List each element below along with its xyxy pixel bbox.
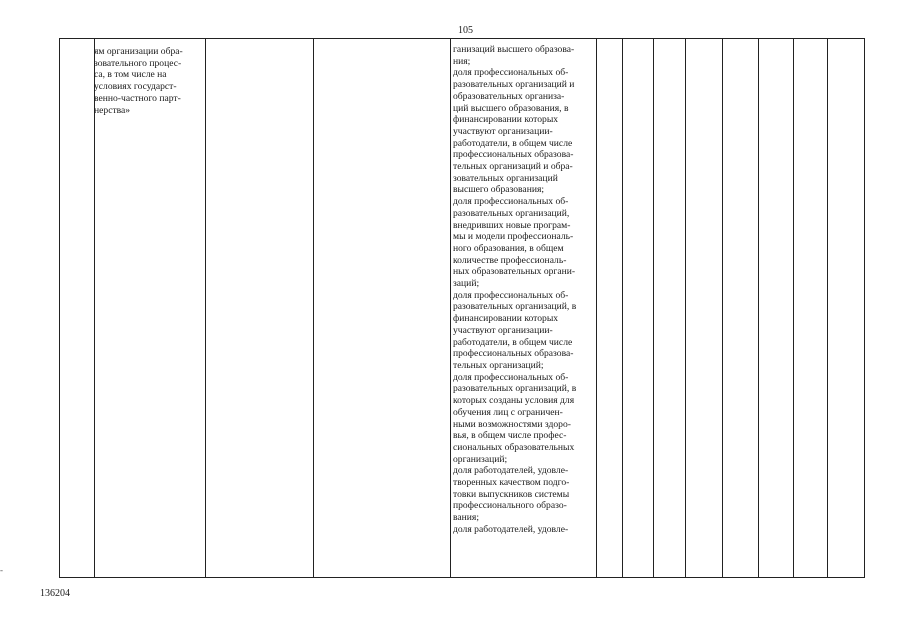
- column-divider: [450, 39, 451, 577]
- column-divider: [313, 39, 314, 577]
- column-divider: [793, 39, 794, 577]
- purpose-cell-text: ям организации обра- зовательного процес- са, в том числе на условиях государст- венно-частного парт- нерства»: [94, 46, 183, 116]
- document-table: [59, 38, 865, 578]
- column-divider: [653, 39, 654, 577]
- indicators-cell-text: ганизаций высшего образова- ния; доля профессиональных об- разовательных организаций и образовательных организа- ций высшего образования, в финансировании которых участвуют организации- работодатели, в общем числе профессиональных образова- тельных организаций и обра- зовательных организаций высшего образования; доля профессиональных об- разовательных организаций, внедривших новые програм- мы и модели профессиональ- ного образования, в общем количестве профессиональ- ных образовательных органи- заций; доля профессиональных об- разовательных организаций, в финансировании которых участвуют организации- работодатели, в общем числе профессиональных образова- тельных организаций; доля профессиональных об- разовательных организаций, в которых созданы условия для обучения лиц с ограничен- ными возможностями здоро- вья, в общем числе профес- сиональных образовательных организаций; доля работодателей, удовле- творенных качеством подго- товки выпускников системы профессионального образо- вания; доля работодателей, удовле-: [453, 44, 577, 535]
- column-divider: [205, 39, 206, 577]
- page-number: 105: [458, 25, 473, 36]
- document-code: 136204: [40, 588, 70, 599]
- column-divider: [622, 39, 623, 577]
- margin-mark: -: [0, 565, 3, 575]
- column-divider: [758, 39, 759, 577]
- column-divider: [722, 39, 723, 577]
- column-divider: [94, 39, 95, 577]
- column-divider: [827, 39, 828, 577]
- column-divider: [685, 39, 686, 577]
